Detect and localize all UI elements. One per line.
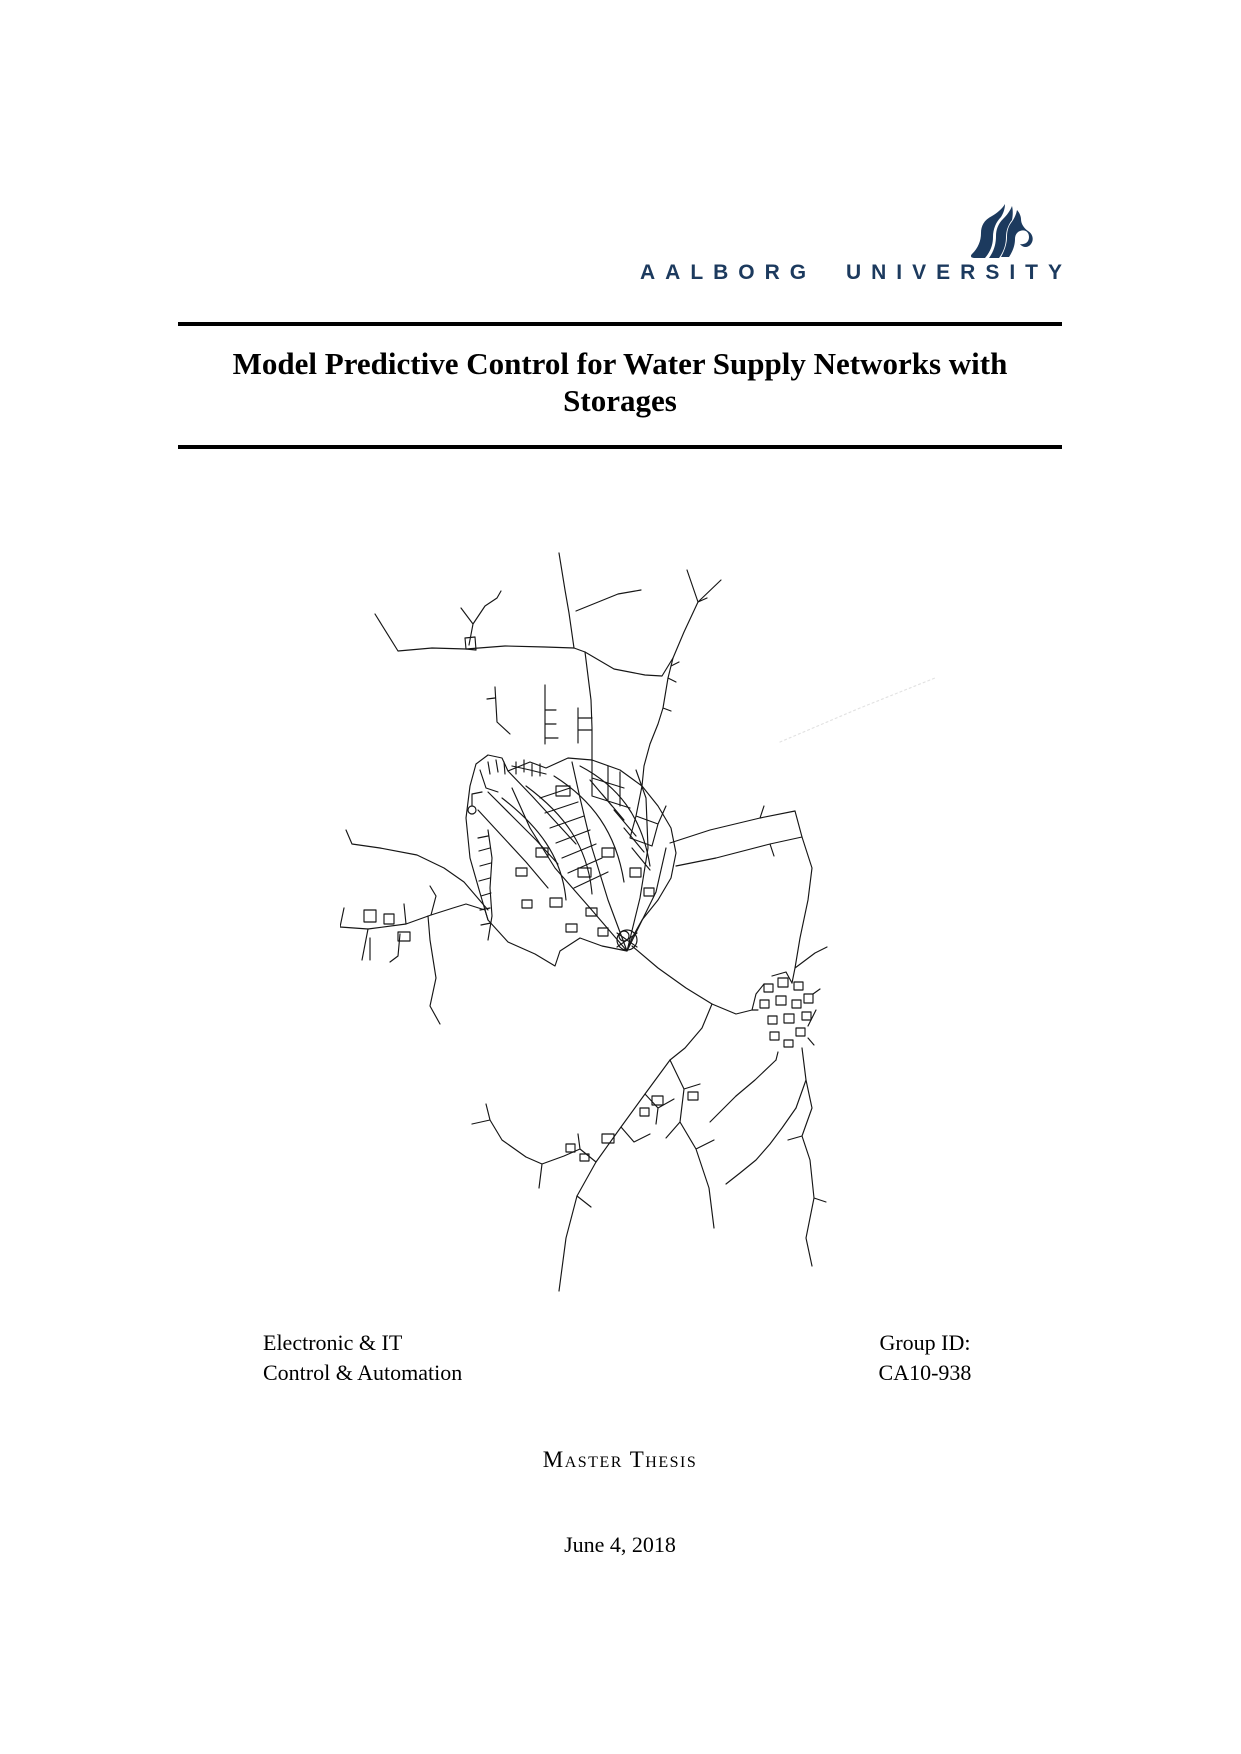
title-rule-bottom — [178, 445, 1062, 449]
thesis-type-label: Master Thesis — [542, 1447, 698, 1472]
thesis-title: Model Predictive Control for Water Supply Networks with Storages — [232, 346, 1008, 418]
map-city-core — [466, 755, 676, 966]
thesis-date: June 4, 2018 — [564, 1532, 676, 1557]
map-southeast-cluster — [632, 946, 820, 1108]
group-id-label: Group ID: — [879, 1330, 971, 1355]
department-line-2: Control & Automation — [263, 1360, 463, 1385]
map-south-network — [472, 1004, 826, 1291]
department-line-1: Electronic & IT — [263, 1330, 403, 1355]
map-east-roads — [670, 806, 827, 983]
map-top-roads — [375, 553, 721, 786]
group-id-block — [835, 1328, 1015, 1388]
map-west-arm — [340, 830, 488, 1024]
aau-waves-icon — [969, 202, 1033, 260]
water-supply-network-map — [340, 548, 950, 1295]
group-id-value: CA10-938 — [878, 1360, 972, 1385]
title-rule-top — [178, 322, 1062, 326]
aau-logo-wordmark: AALBORG UNIVERSITY — [639, 261, 1072, 284]
department-block — [263, 1328, 462, 1388]
network-map-drawing — [340, 548, 950, 1295]
